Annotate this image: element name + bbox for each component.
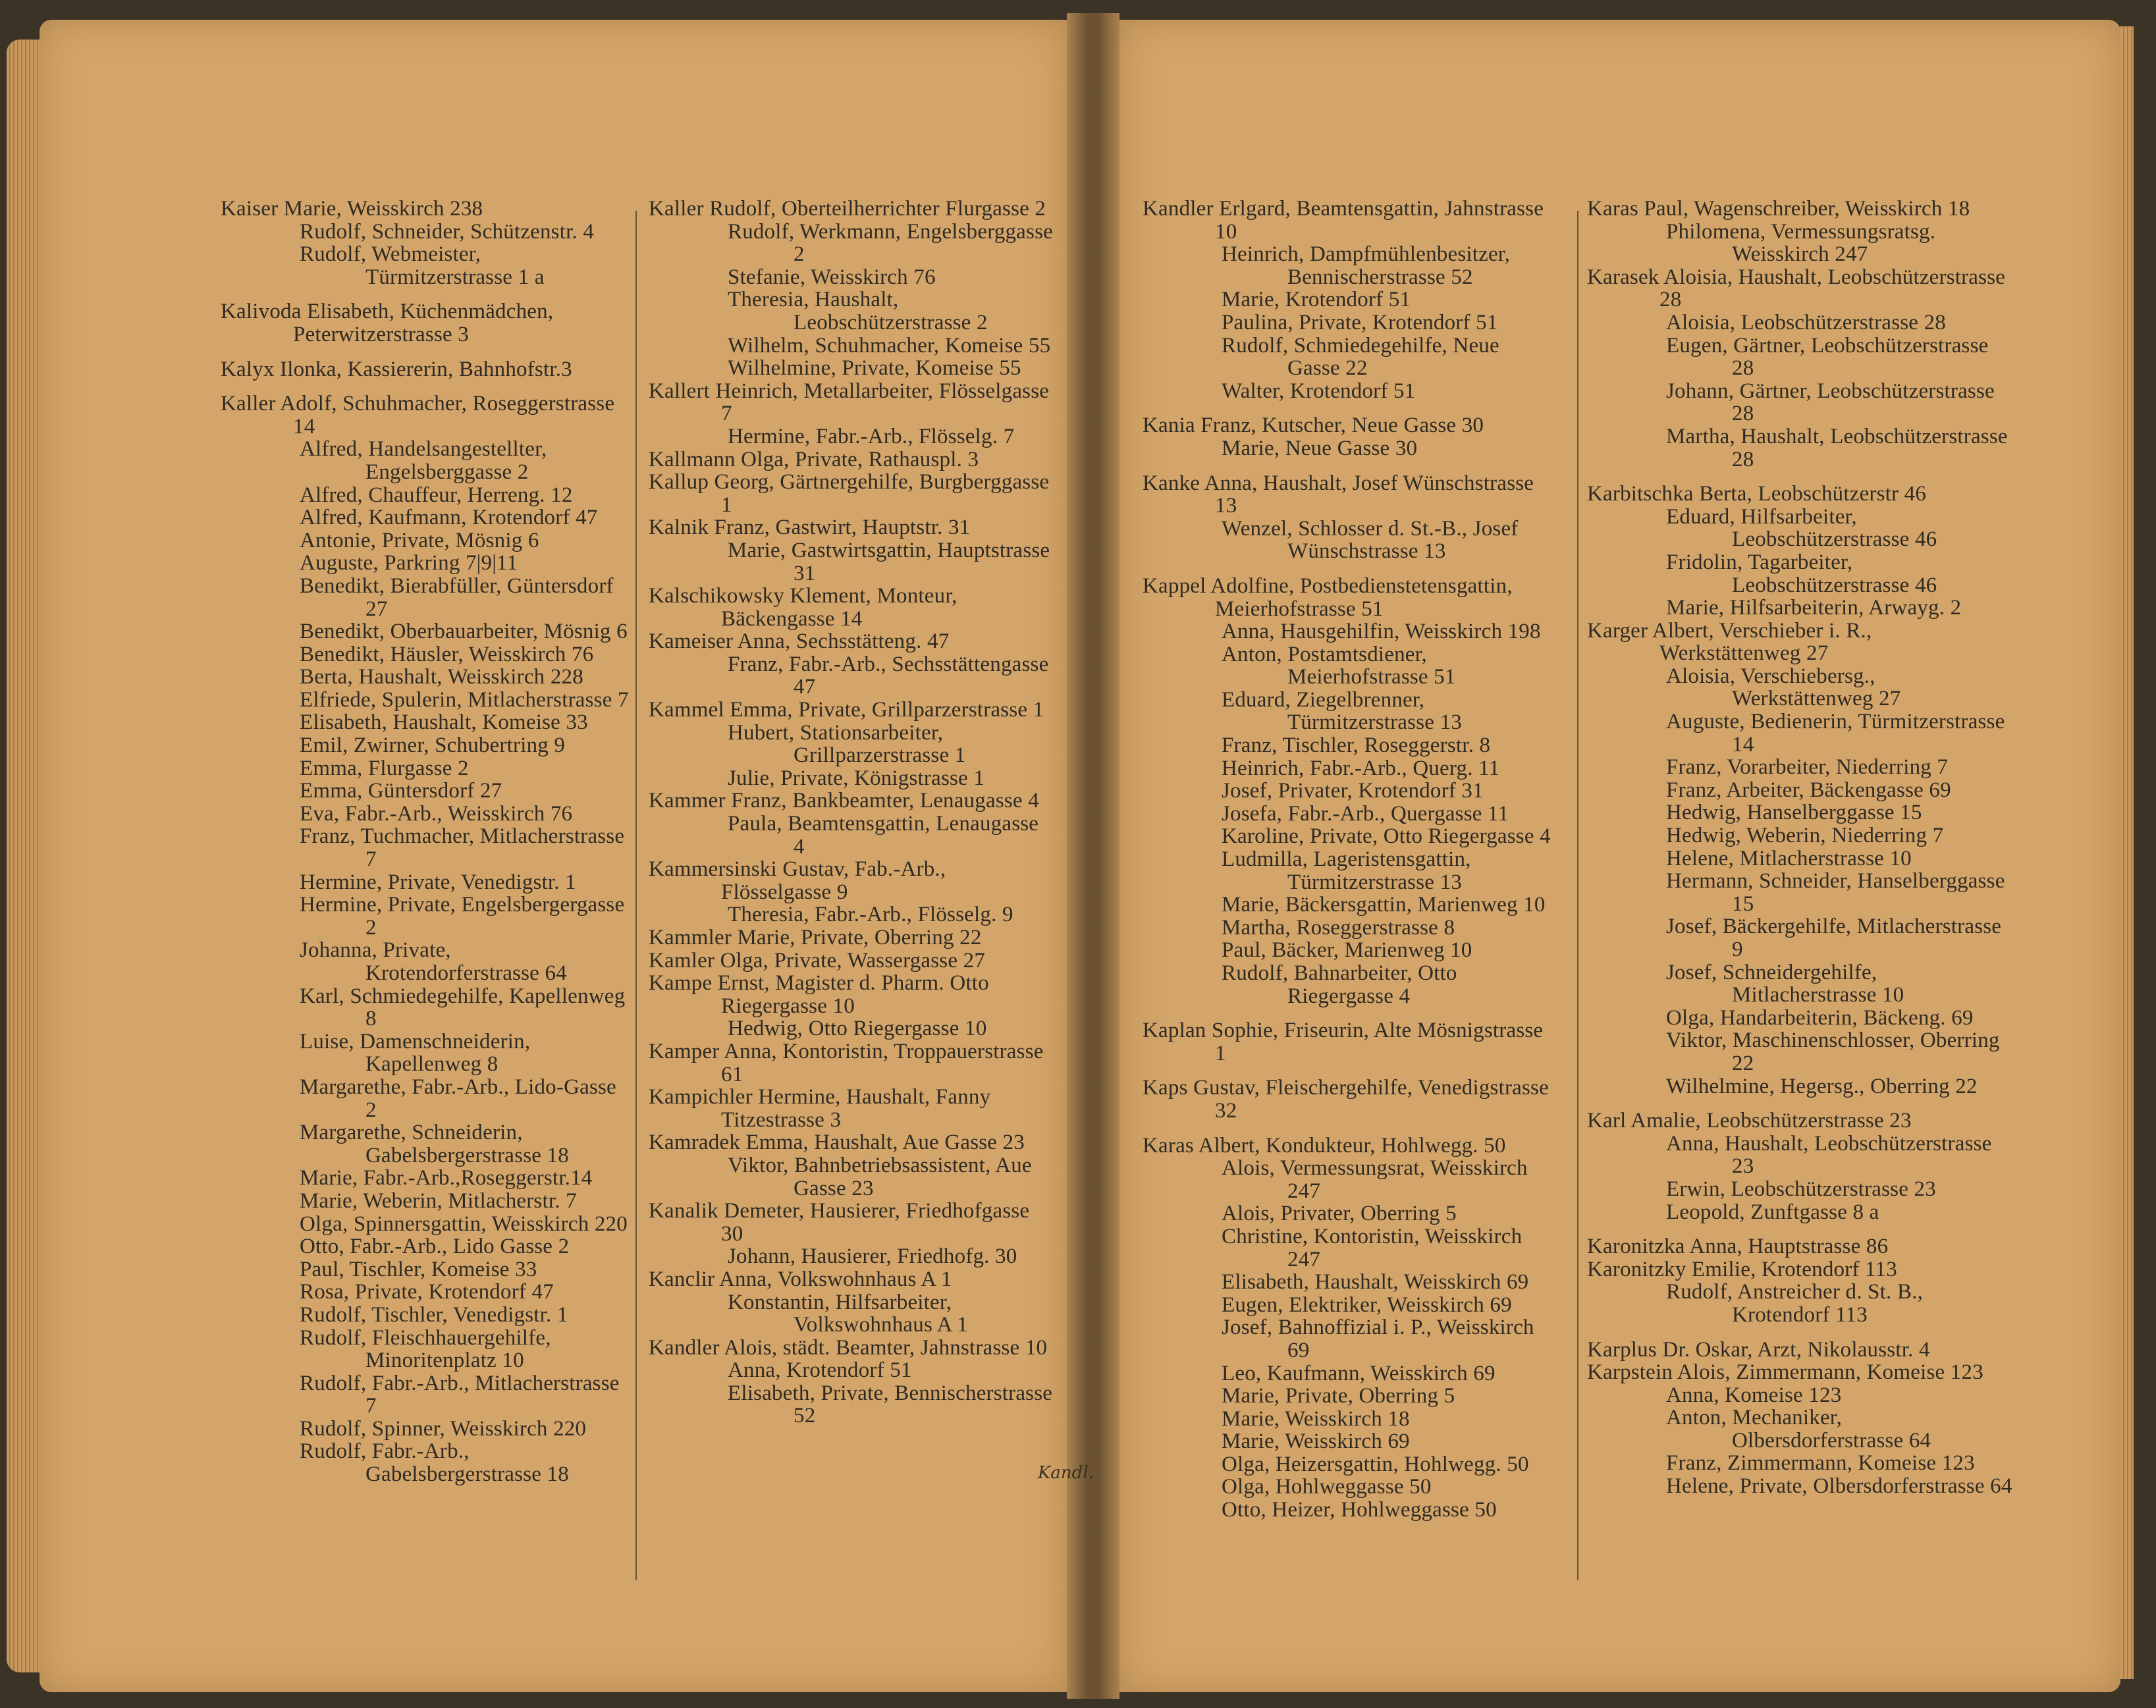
- directory-subentry: Marie, Fabr.-Arb.,Roseggerstr.14: [300, 1166, 593, 1190]
- directory-subentry: Eduard, Ziegelbrenner, Türmitzerstrasse 13: [1222, 687, 1462, 735]
- directory-subentry: Josef, Privater, Krotendorf 31: [1222, 779, 1484, 803]
- directory-subentry: Rudolf, Webmeister, Türmitzerstrasse 1 a: [300, 242, 545, 289]
- directory-entry: Kammersinski Gustav, Fab.-Arb., Flösselgasse 9: [649, 857, 946, 904]
- directory-subentry: Franz, Vorarbeiter, Niederring 7: [1666, 755, 1949, 780]
- directory-subentry: Heinrich, Dampfmühlenbesitzer, Bennischerstrasse 52: [1222, 242, 1511, 289]
- directory-entry: Kanke Anna, Haushalt, Josef Wünschstrasse 13: [1143, 471, 1534, 518]
- directory-subentry: Josefa, Fabr.-Arb., Quergasse 11: [1222, 801, 1509, 826]
- directory-subentry: Karoline, Private, Otto Riegergasse 4: [1222, 824, 1551, 849]
- directory-subentry: Paul, Bäcker, Marienweg 10: [1222, 938, 1472, 963]
- directory-entry: Kaiser Marie, Weisskirch 238: [221, 197, 483, 221]
- directory-subentry: Johann, Gärtner, Leobschützerstrasse 28: [1666, 379, 1995, 426]
- directory-entry: Kalivoda Elisabeth, Küchenmädchen, Peterwitzerstrasse 3: [221, 300, 554, 346]
- directory-subentry: Alois, Privater, Oberring 5: [1222, 1202, 1457, 1226]
- directory-subentry: Karl, Schmiedegehilfe, Kapellenweg 8: [300, 984, 626, 1031]
- directory-subentry: Helene, Private, Olbersdorferstrasse 64: [1666, 1474, 2012, 1499]
- directory-column-1: [221, 198, 629, 1486]
- directory-column-3: [1143, 198, 1551, 1522]
- directory-entry: Karasek Aloisia, Haushalt, Leobschützerstrasse 28: [1587, 265, 2006, 312]
- directory-subentry: Franz, Arbeiter, Bäckengasse 69: [1666, 778, 1951, 802]
- column-divider-left: [635, 211, 637, 1580]
- directory-subentry: Elisabeth, Haushalt, Komeise 33: [300, 710, 588, 735]
- directory-subentry: Rudolf, Bahnarbeiter, Otto Riegergasse 4: [1222, 961, 1457, 1008]
- directory-subentry: Fridolin, Tagarbeiter, Leobschützerstrasse 46: [1666, 550, 1937, 597]
- directory-subentry: Erwin, Leobschützerstrasse 23: [1666, 1177, 1936, 1201]
- directory-subentry: Olga, Heizersgattin, Hohlwegg. 50: [1222, 1452, 1529, 1476]
- directory-subentry: Konstantin, Hilfsarbeiter, Volkswohnhaus A 1: [728, 1290, 968, 1337]
- directory-entry: Kammel Emma, Private, Grillparzerstrasse 1: [649, 698, 1044, 722]
- directory-subentry: Alfred, Chauffeur, Herreng. 12: [300, 483, 573, 507]
- directory-entry: Kaplan Sophie, Friseurin, Alte Mösnigstrasse 1: [1143, 1019, 1544, 1065]
- directory-subentry: Hedwig, Otto Riegergasse 10: [728, 1017, 987, 1041]
- directory-entry: Kaller Rudolf, Oberteilherrichter Flurgasse 2: [649, 197, 1046, 221]
- directory-subentry: Leo, Kaufmann, Weisskirch 69: [1222, 1361, 1496, 1385]
- directory-subentry: Johanna, Private, Krotendorferstrasse 64: [300, 938, 567, 985]
- directory-subentry: Eduard, Hilfsarbeiter, Leobschützerstrasse 46: [1666, 504, 1937, 552]
- directory-subentry: Martha, Roseggerstrasse 8: [1222, 915, 1455, 940]
- directory-subentry: Marie, Gastwirtsgattin, Hauptstrasse 31: [728, 538, 1050, 585]
- directory-subentry: Hermann, Schneider, Hanselberggasse 15: [1666, 869, 2005, 916]
- directory-subentry: Marie, Weberin, Mitlacherstr. 7: [300, 1188, 577, 1213]
- directory-subentry: Eugen, Elektriker, Weisskirch 69: [1222, 1293, 1512, 1317]
- directory-subentry: Hermine, Fabr.-Arb., Flösselg. 7: [728, 424, 1015, 448]
- directory-subentry: Anton, Postamtsdiener, Meierhofstrasse 51: [1222, 642, 1456, 689]
- directory-subentry: Auguste, Parkring 7|9|11: [300, 551, 518, 575]
- directory-entry: Kalyx Ilonka, Kassiererin, Bahnhofstr.3: [221, 357, 572, 381]
- directory-subentry: Theresia, Haushalt, Leobschützerstrasse 2: [728, 288, 988, 334]
- directory-entry: Karpstein Alois, Zimmermann, Komeise 123: [1587, 1360, 1983, 1385]
- directory-subentry: Margarethe, Fabr.-Arb., Lido-Gasse 2: [300, 1075, 616, 1122]
- directory-subentry: Anton, Mechaniker, Olbersdorferstrasse 64: [1666, 1406, 1931, 1453]
- directory-entry: Kamradek Emma, Haushalt, Aue Gasse 23: [649, 1131, 1025, 1155]
- directory-subentry: Benedikt, Bierabfüller, Güntersdorf 27: [300, 574, 614, 621]
- directory-subentry: Viktor, Maschinenschlosser, Oberring 22: [1666, 1028, 2000, 1075]
- directory-subentry: Josef, Bäckergehilfe, Mitlacherstrasse 9: [1666, 915, 2002, 961]
- directory-subentry: Leopold, Zunftgasse 8 a: [1666, 1200, 1879, 1224]
- directory-entry: Kallup Georg, Gärtnergehilfe, Burgberggasse 1: [649, 470, 1050, 517]
- directory-entry: Kamler Olga, Private, Wassergasse 27: [649, 948, 986, 973]
- directory-subentry: Rudolf, Anstreicher d. St. B., Krotendorf 113: [1666, 1280, 1924, 1327]
- directory-subentry: Hedwig, Hanselberggasse 15: [1666, 801, 1922, 825]
- directory-entry: Kappel Adolfine, Postbedienstetensgattin, Meierhofstrasse 51: [1143, 574, 1513, 621]
- directory-subentry: Margarethe, Schneiderin, Gabelsbergerstrasse 18: [300, 1121, 569, 1167]
- directory-subentry: Paula, Beamtensgattin, Lenaugasse 4: [728, 812, 1039, 859]
- directory-entry: Kallmann Olga, Private, Rathauspl. 3: [649, 447, 979, 471]
- directory-subentry: Wilhelm, Schuhmacher, Komeise 55: [728, 333, 1051, 358]
- directory-subentry: Stefanie, Weisskirch 76: [728, 265, 936, 289]
- directory-entry: Kanalik Demeter, Hausierer, Friedhofgasse 30: [649, 1199, 1030, 1246]
- directory-column-2: [649, 198, 1054, 1428]
- directory-subentry: Marie, Hilfsarbeiterin, Arwayg. 2: [1666, 596, 1962, 620]
- directory-subentry: Marie, Krotendorf 51: [1222, 288, 1411, 312]
- directory-subentry: Christine, Kontoristin, Weisskirch 247: [1222, 1224, 1523, 1271]
- directory-entry: Kanclir Anna, Volkswohnhaus A 1: [649, 1267, 952, 1291]
- directory-subentry: Philomena, Vermessungsratsg. Weisskirch 247: [1666, 219, 1936, 267]
- directory-subentry: Paulina, Private, Krotendorf 51: [1222, 310, 1498, 334]
- directory-subentry: Paul, Tischler, Komeise 33: [300, 1257, 537, 1281]
- directory-subentry: Wilhelmine, Private, Komeise 55: [728, 356, 1021, 381]
- directory-subentry: Franz, Tuchmacher, Mitlacherstrasse 7: [300, 824, 625, 872]
- directory-entry: Kandler Erlgard, Beamtensgattin, Jahnstrasse 10: [1143, 197, 1544, 244]
- directory-entry: Kandler Alois, städt. Beamter, Jahnstrasse 10: [649, 1335, 1048, 1360]
- directory-subentry: Marie, Weisskirch 69: [1222, 1429, 1410, 1454]
- directory-entry: Karonitzka Anna, Hauptstrasse 86: [1587, 1235, 1889, 1259]
- directory-subentry: Anna, Krotendorf 51: [728, 1358, 912, 1383]
- book-gutter: [1067, 13, 1119, 1699]
- directory-entry: Karas Albert, Kondukteur, Hohlwegg. 50: [1143, 1133, 1506, 1158]
- directory-subentry: Elisabeth, Haushalt, Weisskirch 69: [1222, 1270, 1529, 1294]
- directory-subentry: Rudolf, Fabr.-Arb., Mitlacherstrasse 7: [300, 1371, 620, 1418]
- directory-subentry: Wilhelmine, Hegersg., Oberring 22: [1666, 1074, 1978, 1098]
- directory-subentry: Franz, Tischler, Roseggerstr. 8: [1222, 734, 1491, 758]
- directory-subentry: Olga, Handarbeiterin, Bäckeng. 69: [1666, 1005, 1974, 1030]
- directory-subentry: Marie, Bäckersgattin, Marienweg 10: [1222, 893, 1546, 917]
- directory-subentry: Franz, Zimmermann, Komeise 123: [1666, 1451, 1975, 1476]
- directory-subentry: Anna, Komeise 123: [1666, 1383, 1842, 1407]
- directory-subentry: Alfred, Handelsangestellter, Engelsberggasse 2: [300, 437, 547, 484]
- directory-subentry: Emma, Güntersdorf 27: [300, 779, 502, 803]
- directory-subentry: Helene, Mitlacherstrasse 10: [1666, 846, 1912, 870]
- directory-column-4: [1587, 198, 2015, 1498]
- directory-subentry: Alois, Vermessungsrat, Weisskirch 247: [1222, 1156, 1528, 1203]
- directory-subentry: Theresia, Fabr.-Arb., Flösselg. 9: [728, 903, 1013, 927]
- handwritten-annotation: Kandl.: [1038, 1463, 1094, 1483]
- directory-subentry: Olga, Spinnersgattin, Weisskirch 220: [300, 1212, 628, 1236]
- directory-subentry: Hermine, Private, Venedigstr. 1: [300, 870, 576, 894]
- directory-subentry: Rudolf, Fleischhauergehilfe, Minoritenplatz 10: [300, 1325, 551, 1373]
- directory-entry: Kalschikowsky Klement, Monteur, Bäckengasse 14: [649, 584, 957, 631]
- directory-entry: Karger Albert, Verschieber i. R., Werkstättenweg 27: [1587, 618, 1872, 666]
- directory-subentry: Martha, Haushalt, Leobschützerstrasse 28: [1666, 424, 2008, 471]
- directory-subentry: Hermine, Private, Engelsbergergasse 2: [300, 893, 625, 940]
- directory-subentry: Franz, Fabr.-Arb., Sechsstättengasse 47: [728, 652, 1049, 699]
- directory-subentry: Johann, Hausierer, Friedhofg. 30: [728, 1244, 1017, 1269]
- directory-entry: Kallert Heinrich, Metallarbeiter, Flösselgasse 7: [649, 379, 1050, 426]
- directory-subentry: Anna, Hausgehilfin, Weisskirch 198: [1222, 620, 1541, 644]
- directory-entry: Karplus Dr. Oskar, Arzt, Nikolausstr. 4: [1587, 1337, 1930, 1362]
- directory-subentry: Rudolf, Fabr.-Arb., Gabelsbergerstrasse 18: [300, 1439, 569, 1487]
- directory-subentry: Otto, Fabr.-Arb., Lido Gasse 2: [300, 1235, 570, 1259]
- directory-subentry: Elfriede, Spulerin, Mitlacherstrasse 7: [300, 687, 629, 712]
- directory-subentry: Rudolf, Werkmann, Engelsberggasse 2: [728, 219, 1053, 267]
- directory-subentry: Berta, Haushalt, Weisskirch 228: [300, 665, 583, 689]
- directory-subentry: Rudolf, Spinner, Weisskirch 220: [300, 1416, 587, 1441]
- directory-entry: Karbitschka Berta, Leobschützerstr 46: [1587, 482, 1927, 506]
- directory-entry: Karas Paul, Wagenschreiber, Weisskirch 18: [1587, 197, 1970, 221]
- directory-subentry: Marie, Weisskirch 18: [1222, 1406, 1410, 1431]
- directory-subentry: Heinrich, Fabr.-Arb., Querg. 11: [1222, 756, 1500, 780]
- directory-entry: Kampichler Hermine, Haushalt, Fanny Titzestrasse 3: [649, 1085, 991, 1132]
- directory-subentry: Benedikt, Oberbauarbeiter, Mösnig 6: [300, 620, 628, 644]
- directory-subentry: Josef, Bahnoffizial i. P., Weisskirch 69: [1222, 1316, 1534, 1362]
- directory-subentry: Aloisia, Verschiebersg., Werkstättenweg 27: [1666, 664, 1901, 711]
- directory-entry: Kaps Gustav, Fleischergehilfe, Venedigstrasse 32: [1143, 1076, 1549, 1123]
- directory-subentry: Rudolf, Tischler, Venedigstr. 1: [300, 1302, 568, 1327]
- directory-entry: Karl Amalie, Leobschützerstrasse 23: [1587, 1109, 1912, 1133]
- directory-subentry: Anna, Haushalt, Leobschützerstrasse 23: [1666, 1131, 1992, 1179]
- directory-subentry: Olga, Hohlweggasse 50: [1222, 1475, 1432, 1499]
- directory-subentry: Josef, Schneidergehilfe, Mitlacherstrasse 10: [1666, 960, 1904, 1007]
- directory-entry: Kammer Franz, Bankbeamter, Lenaugasse 4: [649, 789, 1039, 813]
- directory-entry: Kaller Adolf, Schuhmacher, Roseggerstrasse 14: [221, 392, 615, 439]
- directory-subentry: Rudolf, Schneider, Schützenstr. 4: [300, 219, 595, 244]
- directory-subentry: Hubert, Stationsarbeiter, Grillparzerstrasse 1: [728, 720, 966, 768]
- directory-subentry: Wenzel, Schlosser d. St.-B., Josef Wünschstrasse 13: [1222, 516, 1519, 564]
- directory-entry: Kameiser Anna, Sechsstätteng. 47: [649, 629, 950, 654]
- directory-subentry: Rosa, Private, Krotendorf 47: [300, 1280, 554, 1304]
- directory-subentry: Marie, Neue Gasse 30: [1222, 436, 1418, 460]
- directory-subentry: Emil, Zwirner, Schubertring 9: [300, 734, 566, 758]
- directory-subentry: Walter, Krotendorf 51: [1222, 379, 1416, 403]
- directory-subentry: Emma, Flurgasse 2: [300, 756, 469, 780]
- directory-subentry: Julie, Private, Königstrasse 1: [728, 766, 985, 790]
- directory-subentry: Rudolf, Schmiedegehilfe, Neue Gasse 22: [1222, 333, 1499, 381]
- directory-subentry: Eva, Fabr.-Arb., Weisskirch 76: [300, 801, 573, 826]
- directory-subentry: Aloisia, Leobschützerstrasse 28: [1666, 310, 1947, 334]
- column-divider-right: [1577, 211, 1578, 1580]
- directory-subentry: Ludmilla, Lageristensgattin, Türmitzerstrasse 13: [1222, 847, 1471, 894]
- directory-subentry: Auguste, Bedienerin, Türmitzerstrasse 14: [1666, 710, 2005, 757]
- directory-subentry: Elisabeth, Private, Bennischerstrasse 52: [728, 1381, 1053, 1428]
- directory-subentry: Eugen, Gärtner, Leobschützerstrasse 28: [1666, 333, 1989, 381]
- directory-subentry: Hedwig, Weberin, Niederring 7: [1666, 824, 1944, 848]
- directory-entry: Kamper Anna, Kontoristin, Troppauerstrasse 61: [649, 1039, 1044, 1086]
- directory-subentry: Luise, Damenschneiderin, Kapellenweg 8: [300, 1029, 531, 1077]
- directory-entry: Karonitzky Emilie, Krotendorf 113: [1587, 1257, 1897, 1281]
- directory-entry: Kammler Marie, Private, Oberring 22: [649, 926, 982, 949]
- directory-entry: Kalnik Franz, Gastwirt, Hauptstr. 31: [649, 516, 971, 540]
- directory-subentry: Otto, Heizer, Hohlweggasse 50: [1222, 1498, 1497, 1522]
- directory-subentry: Benedikt, Häusler, Weisskirch 76: [300, 642, 594, 666]
- directory-subentry: Alfred, Kaufmann, Krotendorf 47: [300, 506, 598, 530]
- directory-subentry: Marie, Private, Oberring 5: [1222, 1384, 1455, 1408]
- directory-subentry: Viktor, Bahnbetriebsassistent, Aue Gasse 23: [728, 1153, 1032, 1200]
- directory-entry: Kania Franz, Kutscher, Neue Gasse 30: [1143, 414, 1484, 438]
- directory-subentry: Antonie, Private, Mösnig 6: [300, 528, 539, 552]
- directory-entry: Kampe Ernst, Magister d. Pharm. Otto Riegergasse 10: [649, 971, 989, 1018]
